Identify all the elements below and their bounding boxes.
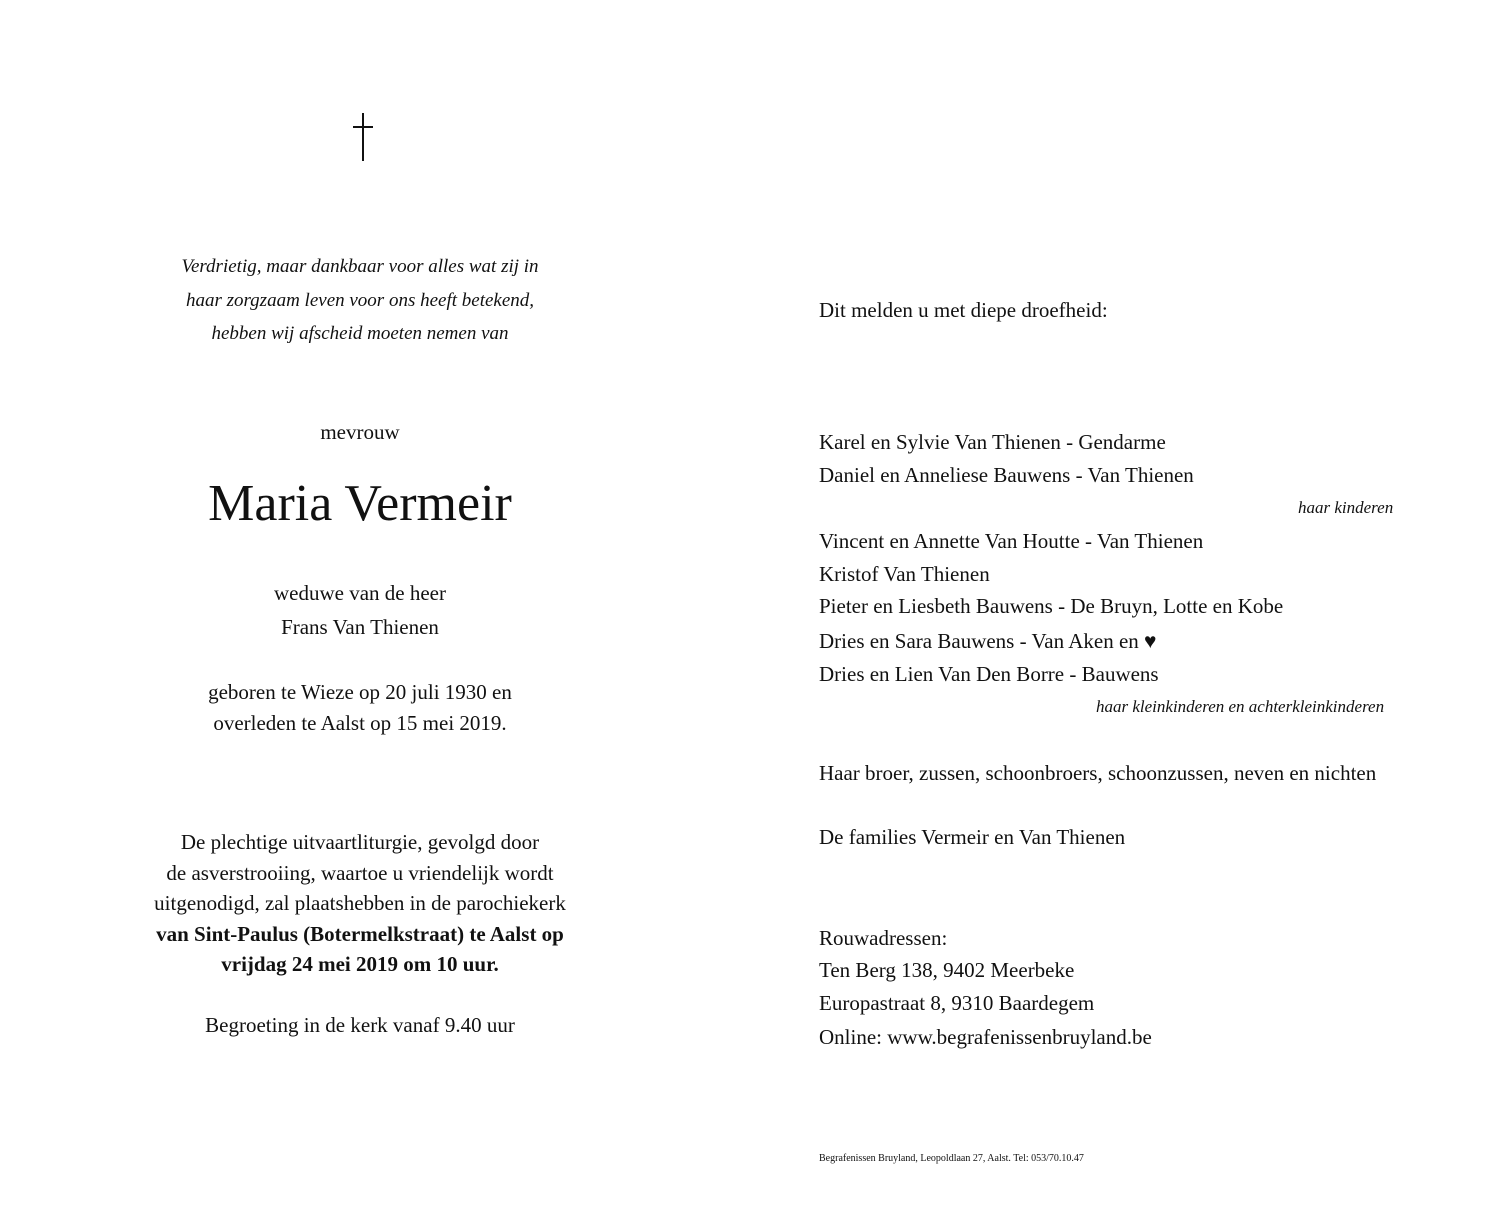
salutation: mevrouw — [320, 420, 400, 444]
child-line-2: Daniel en Anneliese Bauwens - Van Thienen — [819, 463, 1194, 487]
children-role: haar kinderen — [1298, 498, 1394, 517]
grandchild-line-1: Vincent en Annette Van Houtte - Van Thienen — [819, 529, 1204, 553]
ceremony-location: van Sint-Paulus (Botermelkstraat) te Aalst op — [156, 922, 564, 946]
intro-line-1: Verdrietig, maar dankbaar voor alles wat zij in — [181, 256, 539, 277]
ceremony-line-2: de asverstrooiing, waartoe u vriendelijk wordt — [166, 861, 554, 885]
addresses-title: Rouwadressen: — [819, 926, 948, 950]
intro-line-3: hebben wij afscheid moeten nemen van — [211, 323, 509, 344]
greeting-time: Begroeting in de kerk vanaf 9.40 uur — [205, 1013, 515, 1037]
child-line-1: Karel en Sylvie Van Thienen - Gendarme — [819, 430, 1166, 454]
intro-line-2: haar zorgzaam leven voor ons heeft betekend, — [185, 290, 535, 311]
grandchildren-role: haar kleinkinderen en achterkleinkinderen — [1096, 697, 1385, 716]
grandchild-line-4: Dries en Sara Bauwens - Van Aken en ♥ — [819, 629, 1157, 653]
grandchild-line-5: Dries en Lien Van Den Borre - Bauwens — [819, 662, 1159, 686]
birth-line: geboren te Wieze op 20 juli 1930 en — [208, 680, 512, 704]
siblings-line: Haar broer, zussen, schoonbroers, schoonzussen, neven en nichten — [819, 761, 1377, 785]
death-line: overleden te Aalst op 15 mei 2019. — [213, 711, 507, 735]
address-line-1: Ten Berg 138, 9402 Meerbeke — [819, 958, 1075, 982]
widow-of-line-1: weduwe van de heer — [274, 581, 446, 605]
grandchild-line-2: Kristof Van Thienen — [819, 562, 990, 586]
widow-of-line-2: Frans Van Thienen — [281, 615, 439, 639]
ceremony-line-1: De plechtige uitvaartliturgie, gevolgd door — [180, 830, 540, 854]
funeral-home-footer: Begrafenissen Bruyland, Leopoldlaan 27, Aalst. Tel: 053/70.10.47 — [819, 1153, 1084, 1164]
address-line-2: Europastraat 8, 9310 Baardegem — [819, 991, 1095, 1015]
grandchild-line-3: Pieter en Liesbeth Bauwens - De Bruyn, Lotte en Kobe — [819, 594, 1284, 618]
deceased-name: Maria Vermeir — [208, 475, 512, 532]
ceremony-line-3: uitgenodigd, zal plaatshebben in de parochiekerk — [154, 891, 566, 915]
families-line: De families Vermeir en Van Thienen — [819, 825, 1126, 849]
ceremony-date: vrijdag 24 mei 2019 om 10 uur. — [221, 952, 499, 976]
address-line-3: Online: www.begrafenissenbruyland.be — [819, 1025, 1152, 1049]
cross-icon — [353, 113, 373, 161]
announcement: Dit melden u met diepe droefheid: — [819, 298, 1108, 322]
